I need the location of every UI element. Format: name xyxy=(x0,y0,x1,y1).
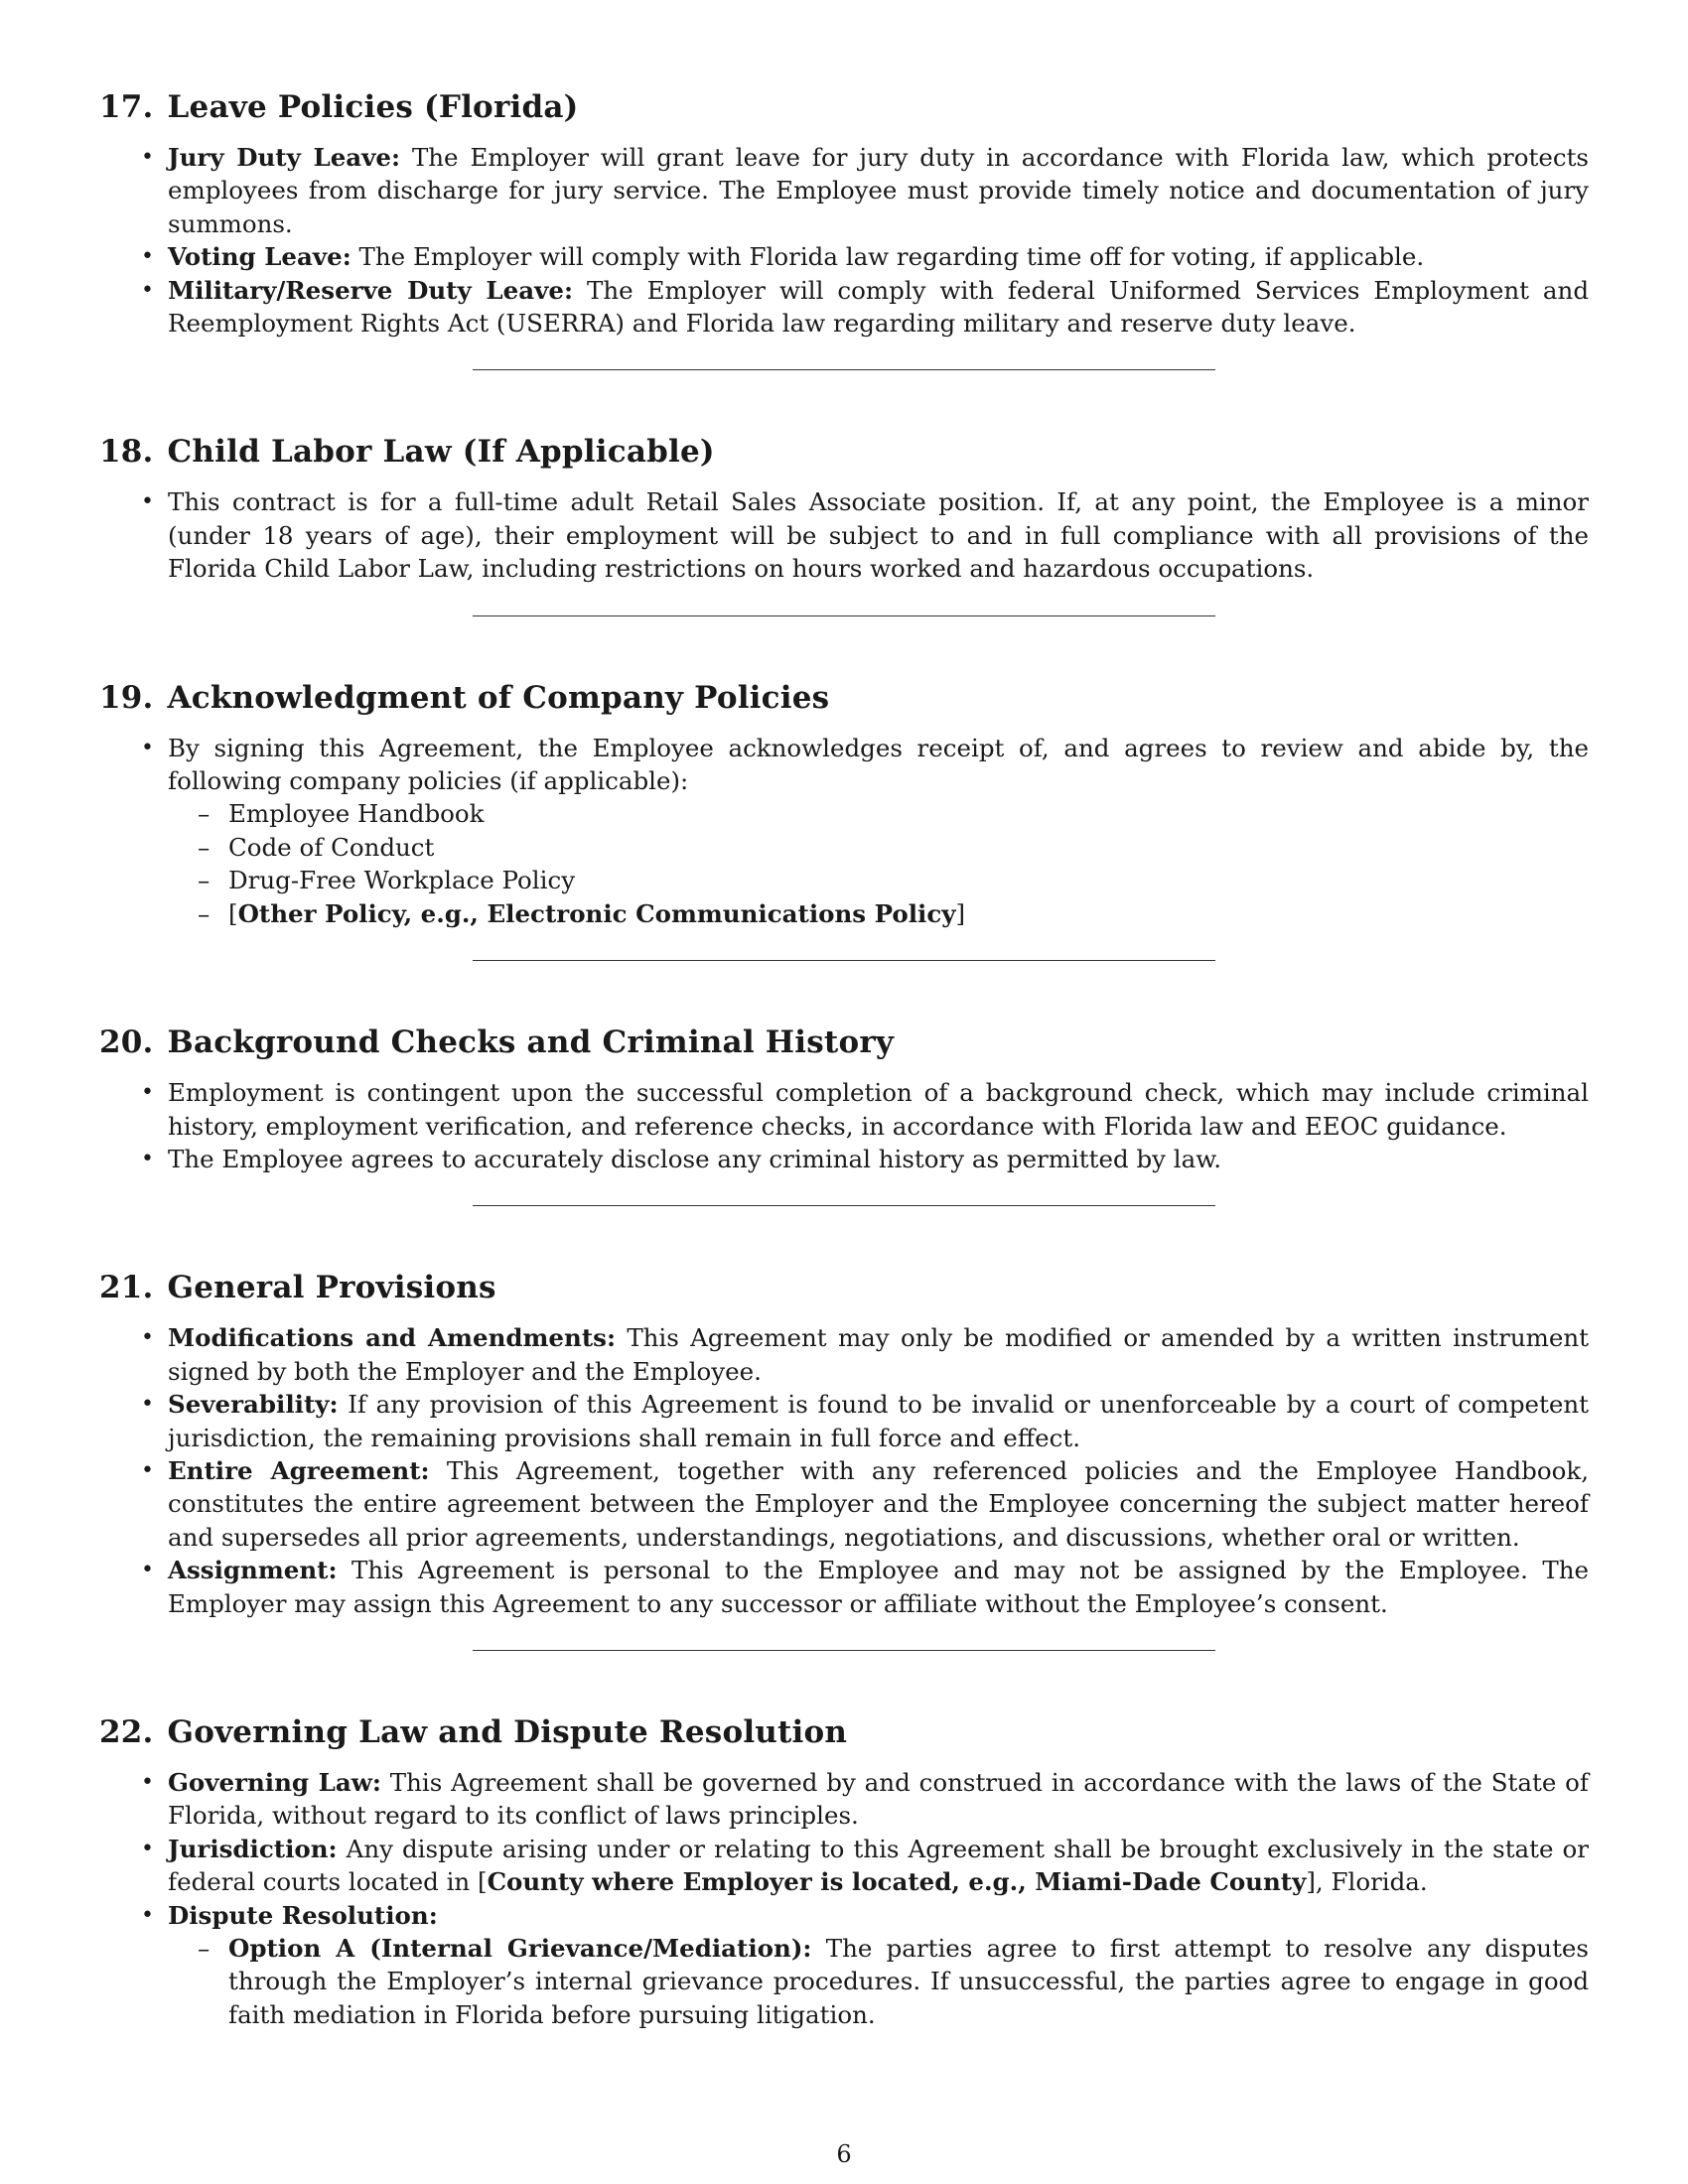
item-label: Entire Agreement: xyxy=(168,1455,430,1485)
page-number: 6 xyxy=(836,2140,852,2168)
list-item xyxy=(99,1143,1589,1175)
section-title: Child Labor Law (If Applicable) xyxy=(167,434,715,471)
section-22 xyxy=(99,1712,1589,2031)
item-text: This Agreement, together with any referenced policies and the Employee Handbook, constitutes the entire agreement between the Employer and the Employee concerning the subject matter hereof and supersedes all prior agreements, understandings, negotiations, and discussions, whether oral or written. xyxy=(168,1455,1589,1552)
sub-list-item xyxy=(168,897,1589,930)
sub-list-item xyxy=(168,831,1589,864)
item-text: The Employer will comply with Florida law regarding time off for voting, if applicable. xyxy=(351,242,1425,272)
bullet-icon: • xyxy=(141,1457,154,1483)
section-17 xyxy=(99,87,1589,340)
list-item xyxy=(99,732,1589,930)
section-heading xyxy=(99,1268,1589,1307)
section-title: Leave Policies (Florida) xyxy=(167,89,579,125)
section-number: 21. xyxy=(99,1270,154,1306)
bullet-icon: • xyxy=(141,145,154,170)
bullet-icon: • xyxy=(141,244,154,270)
document-page xyxy=(99,87,1589,2031)
section-heading xyxy=(99,678,1589,718)
policy-name: Drug-Free Workplace Policy xyxy=(228,866,576,895)
item-label: Severability: xyxy=(168,1390,339,1420)
item-text: ], Florida. xyxy=(1306,1867,1428,1897)
item-text: This Agreement is personal to the Employee and may not be assigned by the Employee. The Employer may assign this Agreement to any successor or affiliate without the Employee’s consent. xyxy=(168,1556,1589,1618)
section-divider xyxy=(473,615,1215,616)
section-18 xyxy=(99,432,1589,585)
county-placeholder: County where Employer is located, e.g., Miami-Dade County xyxy=(487,1867,1307,1897)
item-text: By signing this Agreement, the Employee acknowledges receipt of, and agrees to review and abide by, the following company policies (if applicable): xyxy=(168,733,1589,796)
policy-name: Employee Handbook xyxy=(228,799,485,829)
item-label: Modifications and Amendments: xyxy=(168,1323,616,1353)
item-label: Assignment: xyxy=(168,1556,338,1585)
list-item xyxy=(99,485,1589,585)
section-title: Acknowledgment of Company Policies xyxy=(167,679,830,716)
section-number: 20. xyxy=(99,1024,154,1061)
section-divider xyxy=(473,369,1215,370)
section-number: 18. xyxy=(99,434,154,471)
section-heading xyxy=(99,1023,1589,1062)
item-text: The Employer will comply with federal Uniformed Services Employment and Reemployment Rights Act (USERRA) and Florida law regarding military and reserve duty leave. xyxy=(168,275,1589,339)
list-item xyxy=(99,274,1589,341)
bullet-icon: • xyxy=(141,1769,154,1795)
item-label: Military/Reserve Duty Leave: xyxy=(168,275,573,305)
policy-placeholder: Other Policy, e.g., Electronic Communications Policy xyxy=(237,898,956,928)
list-item xyxy=(99,1454,1589,1554)
section-heading xyxy=(99,1712,1589,1752)
bullet-icon: • xyxy=(141,277,154,303)
item-text: The Employee agrees to accurately disclose any criminal history as permitted by law. xyxy=(168,1144,1222,1173)
list-item xyxy=(99,1388,1589,1454)
dash-icon: – xyxy=(198,799,211,829)
option-text: The parties agree to first attempt to resolve any disputes through the Employer’s internal grievance procedures. If unsuccessful, the parties agree to engage in good faith mediation in Florida before pursuing litigation. xyxy=(228,1934,1590,2029)
section-title: Background Checks and Criminal History xyxy=(167,1024,895,1061)
section-divider xyxy=(473,1205,1215,1206)
list-item xyxy=(99,1076,1589,1143)
section-heading xyxy=(99,87,1589,127)
item-label: Voting Leave: xyxy=(168,242,352,272)
section-number: 19. xyxy=(99,679,154,716)
bullet-icon: • xyxy=(141,1558,154,1583)
dash-icon: – xyxy=(198,898,211,928)
option-label: Option A (Internal Grievance/Mediation): xyxy=(228,1934,812,1963)
list-item xyxy=(99,1554,1589,1620)
section-divider xyxy=(473,960,1215,961)
item-text: This Agreement shall be governed by and construed in accordance with the laws of the State of Florida, without regard to its conflict of laws principles. xyxy=(168,1767,1590,1831)
item-label: Dispute Resolution: xyxy=(168,1900,438,1930)
bullet-icon: • xyxy=(141,1080,154,1106)
item-label: Governing Law: xyxy=(168,1767,381,1797)
section-21 xyxy=(99,1268,1589,1620)
bullet-icon: • xyxy=(141,1836,154,1861)
section-divider xyxy=(473,1650,1215,1651)
bullet-icon: • xyxy=(141,1392,154,1418)
bullet-icon: • xyxy=(141,1902,154,1928)
item-text: If any provision of this Agreement is found to be invalid or unenforceable by a court of competent jurisdiction, the remaining provisions shall remain in full force and effect. xyxy=(168,1390,1589,1452)
bullet-icon: • xyxy=(141,735,154,760)
section-heading xyxy=(99,432,1589,472)
item-text: The Employer will grant leave for jury duty in accordance with Florida law, which protects employees from discharge for jury service. The Employee must provide timely notice and documentation of jury summons. xyxy=(168,143,1589,238)
sub-list-item xyxy=(168,1932,1589,2031)
bracket-close: ] xyxy=(955,898,966,928)
section-20 xyxy=(99,1023,1589,1175)
item-text: Any dispute arising under or relating to this Agreement shall be brought exclusively in the state or federal courts located in [ xyxy=(168,1834,1589,1897)
list-item xyxy=(99,1766,1589,1833)
dash-icon: – xyxy=(198,1934,211,1963)
list-item xyxy=(99,240,1589,273)
policy-name: Code of Conduct xyxy=(228,832,435,862)
item-text: This contract is for a full-time adult Retail Sales Associate position. If, at any point, the Employee is a minor (under 18 years of age), their employment will be subject to and in full compliance with all provisions of the Florida Child Labor Law, including restrictions on hours worked and hazardous occupations. xyxy=(168,487,1589,584)
section-number: 17. xyxy=(99,89,154,125)
list-item xyxy=(99,1321,1589,1388)
bullet-icon: • xyxy=(141,489,154,515)
list-item xyxy=(99,1899,1589,2032)
sub-list-item xyxy=(168,864,1589,896)
dash-icon: – xyxy=(198,866,211,895)
item-text: This Agreement may only be modified or amended by a written instrument signed by both the Employer and the Employee. xyxy=(168,1323,1589,1386)
section-number: 22. xyxy=(99,1713,154,1750)
item-label: Jury Duty Leave: xyxy=(168,143,401,172)
section-title: General Provisions xyxy=(167,1270,496,1306)
item-label: Jurisdiction: xyxy=(168,1834,338,1863)
list-item xyxy=(99,141,1589,240)
section-title: Governing Law and Dispute Resolution xyxy=(167,1713,848,1750)
dash-icon: – xyxy=(198,832,211,862)
bracket-open: [ xyxy=(228,898,238,928)
item-text: Employment is contingent upon the successful completion of a background check, which may include criminal history, employment verification, and reference checks, in accordance with Florida law and EEOC guidance. xyxy=(168,1078,1589,1141)
list-item xyxy=(99,1833,1589,1899)
bullet-icon: • xyxy=(141,1146,154,1171)
bullet-icon: • xyxy=(141,1325,154,1351)
sub-list-item xyxy=(168,797,1589,830)
section-19 xyxy=(99,678,1589,930)
